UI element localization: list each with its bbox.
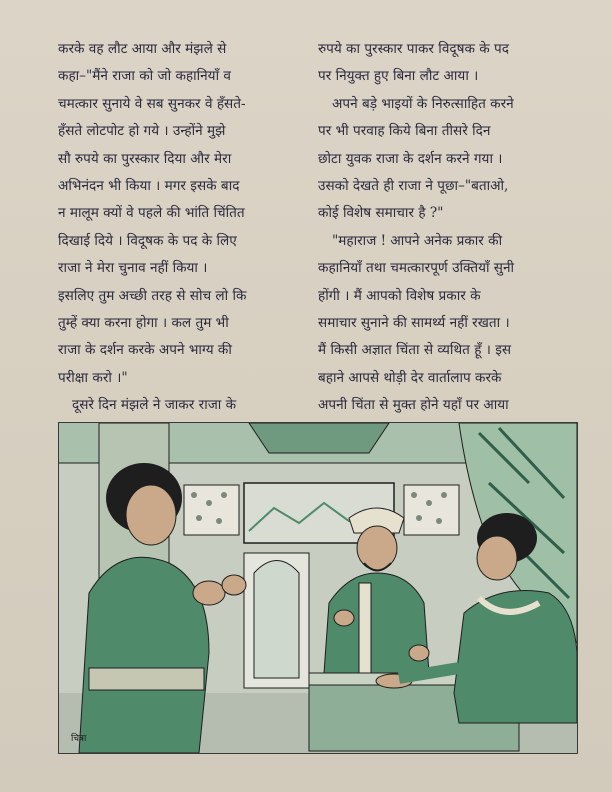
text-line: पर भी परवाह किये बिना तीसरे दिन	[318, 123, 491, 140]
text-line: राजा ने मेरा चुनाव नहीं किया ।	[58, 260, 208, 277]
text-line: समाचार सुनाने की सामर्थ्य नहीं रखता ।	[318, 314, 510, 331]
text-line: करके वह लौट आया और मंझले से	[58, 41, 227, 57]
text-line: होंगी । मैं आपको विशेष प्रकार के	[318, 287, 481, 304]
story-illustration	[58, 422, 578, 754]
text-line: मैं किसी अज्ञात चिंता से व्यथित हूँ । इस	[318, 342, 512, 359]
text-line: छोटा युवक राजा के दर्शन करने गया ।	[318, 150, 503, 167]
artist-signature: चित्रा	[71, 734, 87, 744]
text-line: उसको देखते ही राजा ने पूछा–"बताओ,	[318, 177, 509, 194]
text-line: कहानियाँ तथा चमत्कारपूर्ण उक्तियाँ सुनी	[318, 260, 515, 277]
text-line: पर नियुक्त हुए बिना लौट आया ।	[318, 68, 479, 85]
text-line: कहा–"मैंने राजा को जो कहानियाँ व	[58, 68, 231, 85]
court-scene-drawing	[59, 423, 577, 753]
text-line: इसलिए तुम अच्छी तरह से सोच लो कि	[58, 287, 247, 304]
text-line: "महाराज ! आपने अनेक प्रकार की	[332, 232, 503, 249]
text-line: परीक्षा करो ।"	[58, 369, 128, 386]
text-line: बहाने आपसे थोड़ी देर वार्तालाप करके	[318, 369, 502, 386]
text-line: कोई विशेष समाचार है ?"	[318, 205, 444, 222]
text-line: हँसते लोटपोट हो गये । उन्होंने मुझे	[58, 123, 226, 140]
text-line: अभिनंदन भी किया । मगर इसके बाद	[58, 177, 240, 194]
text-line: चमत्कार सुनाये वे सब सुनकर वे हँसते-	[58, 95, 246, 112]
text-line: अपने बड़े भाइयों के निरुत्साहित करने	[332, 95, 514, 112]
left-text-column	[58, 36, 312, 447]
text-line: तुम्हें क्या करना होगा । कल तुम भी	[58, 314, 229, 331]
text-line: दिखाई दिये । विदूषक के पद के लिए	[58, 232, 237, 249]
text-line: न मालूम क्यों वे पहले की भांति चिंतित	[58, 205, 245, 222]
text-line: अपनी चिंता से मुक्त होने यहाँ पर आया	[318, 397, 509, 414]
right-text-column	[318, 36, 572, 447]
text-line: राजा के दर्शन करके अपने भाग्य की	[58, 342, 232, 359]
text-line: सौ रुपये का पुरस्कार दिया और मेरा	[58, 150, 232, 167]
text-line: रुपये का पुरस्कार पाकर विदूषक के पद	[318, 41, 509, 57]
text-line: दूसरे दिन मंझले ने जाकर राजा के	[72, 397, 237, 414]
